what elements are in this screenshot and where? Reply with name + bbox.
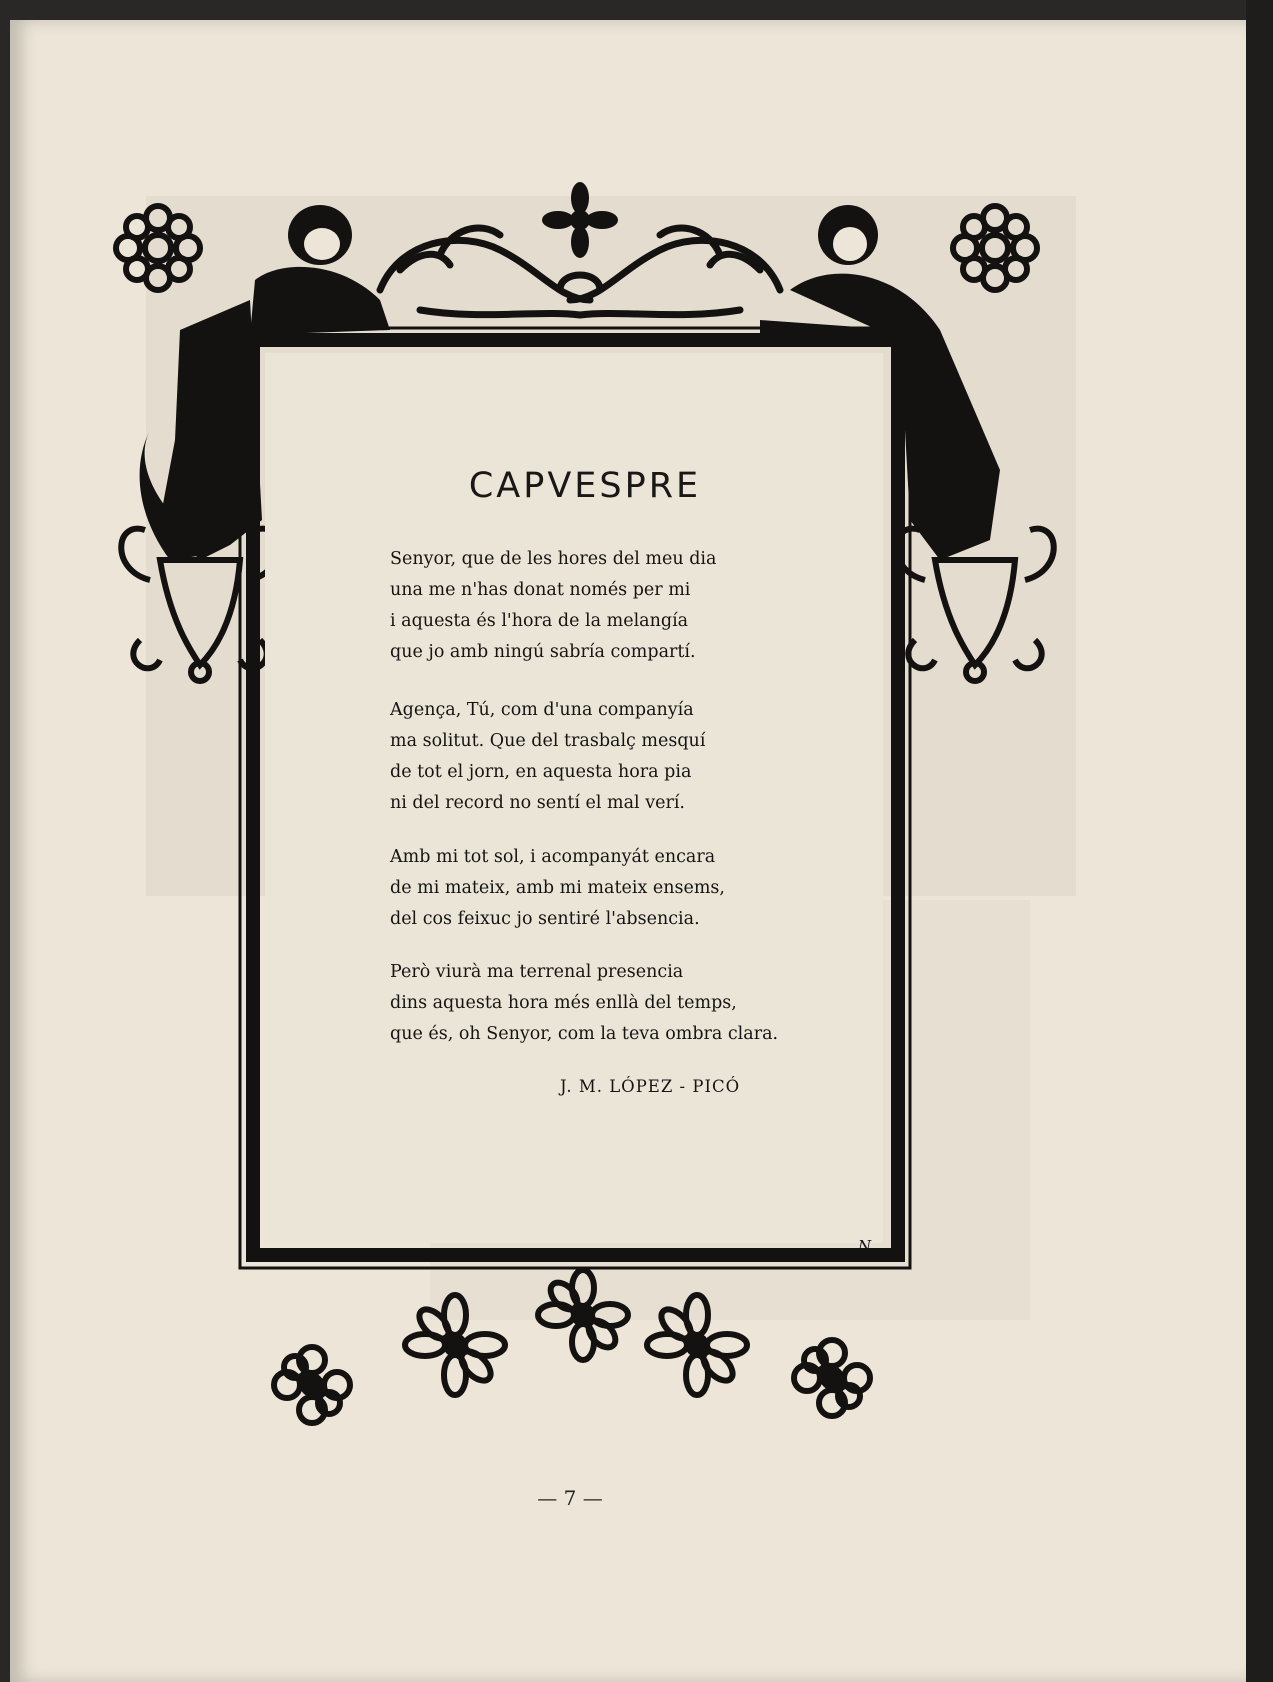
right-urn bbox=[896, 529, 1054, 681]
poem-line: dins aquesta hora més enllà del temps, bbox=[390, 993, 737, 1013]
corner-flower-right bbox=[953, 206, 1037, 290]
stanza-3 bbox=[390, 842, 850, 935]
poem-line: Senyor, que de les hores del meu dia bbox=[390, 549, 717, 569]
poem-line: de tot el jorn, en aquesta hora pia bbox=[390, 762, 692, 782]
left-figure-face bbox=[304, 228, 340, 260]
poem-line: Agença, Tú, com d'una companyía bbox=[390, 700, 694, 720]
illustrator-signature: N. bbox=[858, 1237, 875, 1255]
poem-line: que jo amb ningú sabría compartí. bbox=[390, 642, 696, 662]
poem-line: ma solitut. Que del trasbalç mesquí bbox=[390, 731, 706, 751]
corner-flower-left bbox=[116, 206, 200, 290]
poem-title: CAPVESPRE bbox=[468, 466, 702, 506]
stanza-1 bbox=[390, 544, 850, 668]
poem-line: ni del record no sentí el mal verí. bbox=[390, 793, 685, 813]
stanza-2 bbox=[390, 695, 850, 819]
stanza-4 bbox=[390, 957, 850, 1050]
poem-line: Amb mi tot sol, i acompanyát encara bbox=[390, 847, 716, 867]
top-center-flower bbox=[542, 182, 618, 258]
poem-line: i aquesta és l'hora de la melangía bbox=[390, 611, 689, 631]
poem-author: J. M. LÓPEZ - PICÓ bbox=[560, 1077, 741, 1096]
poem-line: que és, oh Senyor, com la teva ombra clara. bbox=[390, 1024, 779, 1044]
right-figure-face bbox=[833, 227, 867, 261]
poem-line: una me n'has donat només per mi bbox=[390, 580, 691, 600]
page-number: — 7 — bbox=[537, 1486, 603, 1510]
poem-line: del cos feixuc jo sentiré l'absencia. bbox=[390, 909, 700, 929]
poem-line: de mi mateix, amb mi mateix ensems, bbox=[390, 878, 725, 898]
poem-line: Però viurà ma terrenal presencia bbox=[390, 962, 684, 982]
bottom-flowers bbox=[274, 1270, 870, 1423]
